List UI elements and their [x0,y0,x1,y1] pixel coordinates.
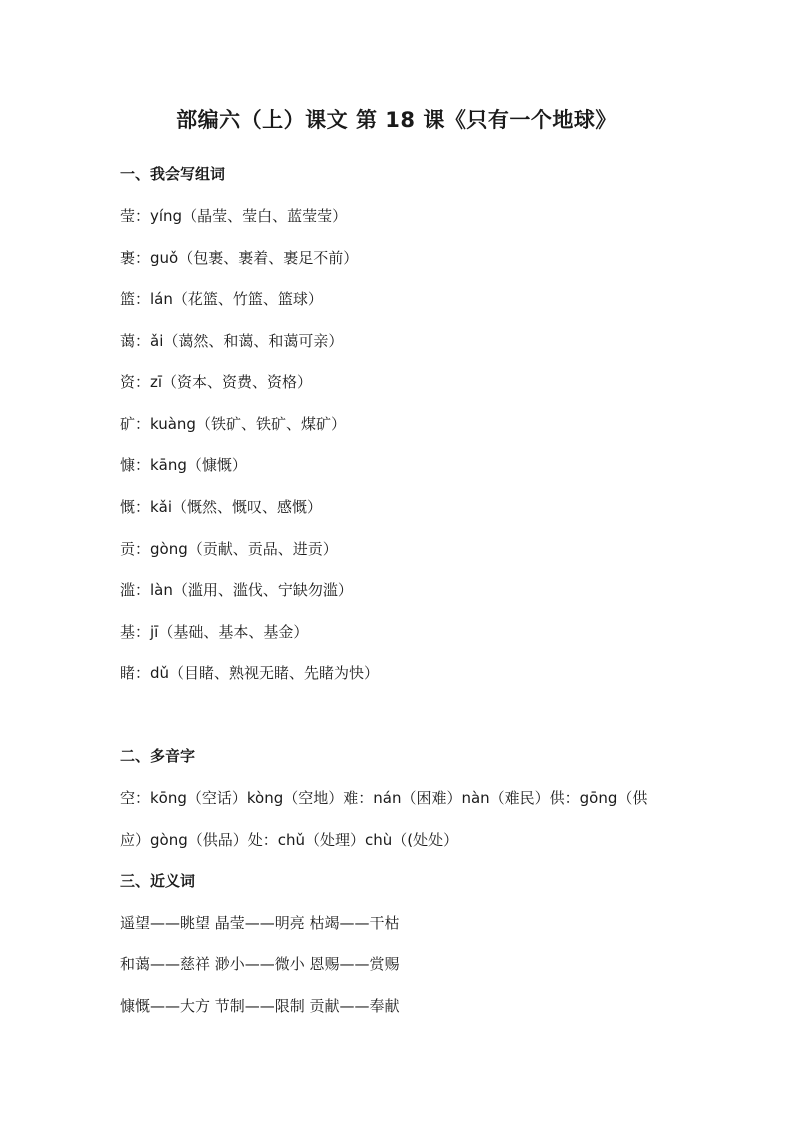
polyphone-line: 应）gòng（供品）处：chǔ（处理）chù（(处处） [120,831,459,849]
word-entry: 矿：kuàng（铁矿、铁矿、煤矿） [120,415,346,433]
word-entry: 裹：guǒ（包裹、裹着、裹足不前） [120,249,359,267]
word-entry: 滥：làn（滥用、滥伐、宁缺勿滥） [120,581,353,599]
word-entry: 基：jī（基础、基本、基金） [120,623,309,641]
synonym-line: 和蔼——慈祥 渺小——微小 恩赐——赏赐 [120,955,400,973]
word-entry: 睹：dǔ（目睹、熟视无睹、先睹为快） [120,664,380,682]
word-entry: 篮：lán（花篮、竹篮、篮球） [120,290,323,308]
synonym-line: 遥望——眺望 晶莹——明亮 枯竭——干枯 [120,914,400,932]
section-heading-polyphones: 二、多音字 [120,747,196,765]
word-entry: 慷：kāng（慷慨） [120,456,247,474]
section-heading-write-words: 一、我会写组词 [120,165,226,183]
word-entry: 资：zī（资本、资费、资格） [120,373,313,391]
word-entry: 贡：gòng（贡献、贡品、进贡） [120,540,338,558]
section-heading-synonyms: 三、近义词 [120,872,196,890]
word-entry: 蔼：ǎi（蔼然、和蔼、和蔼可亲） [120,332,344,350]
synonym-line: 慷慨——大方 节制——限制 贡献——奉献 [120,997,400,1015]
word-entry: 慨：kǎi（慨然、慨叹、感慨） [120,498,323,516]
word-entry: 莹：yíng（晶莹、莹白、蓝莹莹） [120,207,348,225]
polyphone-line: 空：kōng（空话）kòng（空地）难：nán（困难）nàn（难民）供：gōng（供 [120,789,648,807]
page-title: 部编六（上）课文 第 18 课《只有一个地球》 [176,108,617,132]
